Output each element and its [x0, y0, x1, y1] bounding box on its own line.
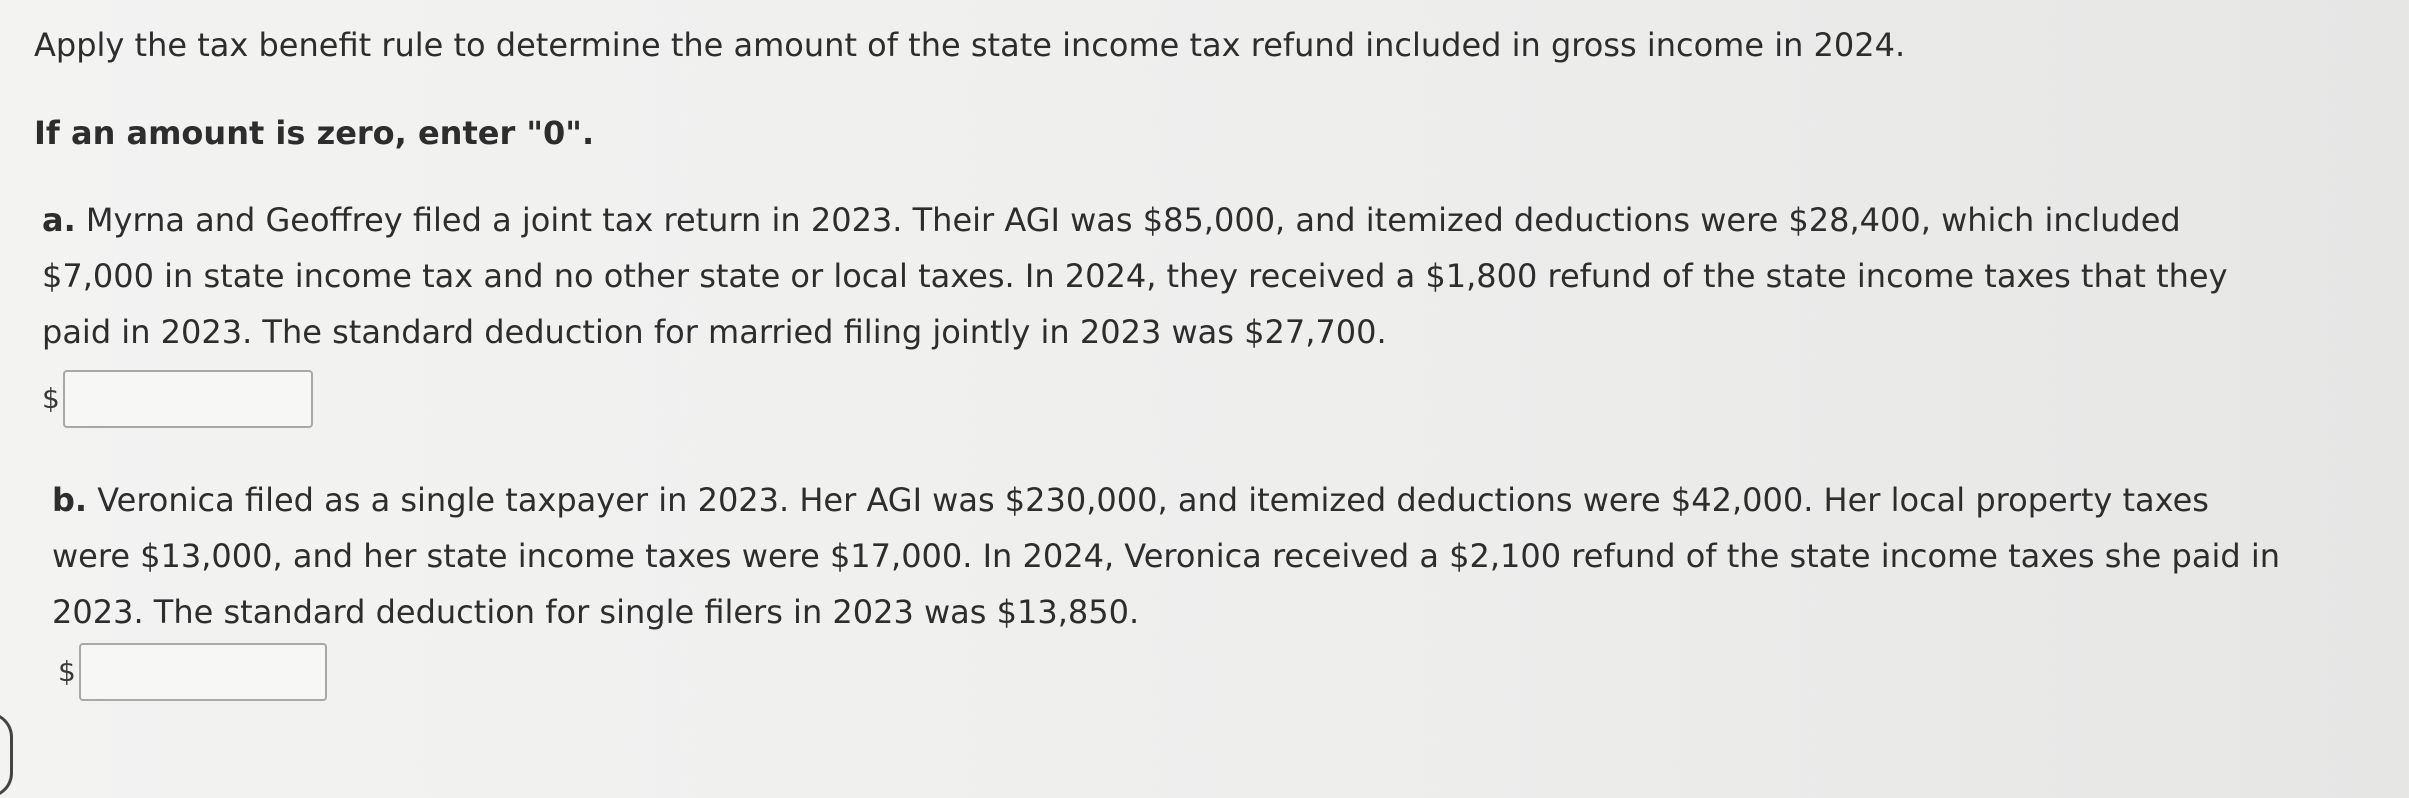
question-b: [52, 472, 2280, 640]
question-b-line-1: [52, 472, 2280, 528]
answer-b-currency-symbol: $: [58, 655, 76, 688]
screen-edge-arc: [0, 712, 13, 798]
question-a-text-3: paid in 2023. The standard deduction for married filing jointly in 2023 was $27,700.: [42, 313, 1387, 351]
instruction-text: Apply the tax benefit rule to determine the amount of the state income tax refund included in gross income in 2024.: [34, 26, 1906, 64]
zero-entry-note: If an amount is zero, enter "0".: [34, 114, 595, 152]
question-a-letter: a.: [42, 201, 76, 239]
answer-a-row: [42, 370, 313, 428]
question-b-text-1: Veronica filed as a single taxpayer in 2023. Her AGI was $230,000, and itemized deductions were $42,000. Her local property taxes: [97, 481, 2209, 519]
question-b-letter: b.: [52, 481, 88, 519]
question-b-text-2: were $13,000, and her state income taxes were $17,000. In 2024, Veronica received a $2,100 refund of the state income taxes she paid in: [52, 537, 2280, 575]
answer-b-input[interactable]: [79, 643, 327, 701]
question-b-text-3: 2023. The standard deduction for single filers in 2023 was $13,850.: [52, 593, 1140, 631]
answer-a-currency-symbol: $: [42, 382, 60, 415]
question-a-text-1: Myrna and Geoffrey filed a joint tax return in 2023. Their AGI was $85,000, and itemized deductions were $28,400, which included: [85, 201, 2181, 239]
question-a-text-2: $7,000 in state income tax and no other state or local taxes. In 2024, they received a $1,800 refund of the state income taxes that they: [42, 257, 2228, 295]
question-a-line-1: [42, 192, 2228, 248]
answer-a-input[interactable]: [63, 370, 313, 428]
answer-b-row: [58, 643, 327, 701]
question-a: [42, 192, 2228, 360]
